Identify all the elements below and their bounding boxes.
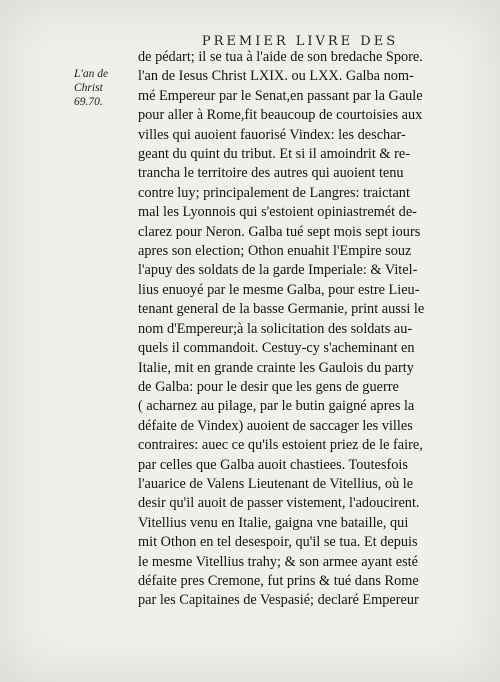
text-line: lius enuoyé par le mesme Galba, pour estre Lieu- bbox=[138, 281, 420, 298]
text-line: pour aller à Rome,fit beaucoup de courtoisies aux bbox=[138, 107, 423, 124]
text-line: défaite pres Cremone, fut prins & tué dans Rome bbox=[138, 572, 419, 589]
text-line: geant du quint du tribut. Et si il amoindrit & re- bbox=[138, 146, 410, 163]
text-line: tenant general de la basse Germanie, print aussi le bbox=[138, 301, 425, 318]
text-line: trancha le territoire des autres qui auoient tenu bbox=[138, 165, 404, 182]
text-line: apres son election; Othon enuahit l'Empire souz bbox=[138, 243, 412, 260]
text-line: Italie, mit en grande crainte les Gaulois du party bbox=[138, 359, 414, 376]
text-line: défaite de Vindex) auoient de saccager les villes bbox=[138, 417, 413, 434]
text-line: par les Capitaines de Vespasié; declaré Empereur bbox=[138, 592, 419, 609]
text-line: par celles que Galba auoit chastiees. Toutesfois bbox=[138, 456, 408, 473]
text-line: mé Empereur par le Senat,en passant par la Gaule bbox=[138, 87, 423, 104]
text-line: villes qui auoient fauorisé Vindex: les deschar- bbox=[138, 126, 406, 143]
text-line: Vitellius venu en Italie, gaigna vne bataille, qui bbox=[138, 514, 409, 531]
text-line: l'apuy des soldats de la garde Imperiale: & Vitel- bbox=[138, 262, 418, 279]
text-line: mal les Lyonnois qui s'estoient opiniastremét de- bbox=[138, 204, 417, 221]
margin-note bbox=[74, 67, 134, 109]
text-line: de Galba: pour le desir que les gens de guerre bbox=[138, 378, 399, 395]
text-line: de pédart; il se tua à l'aide de son bredache Spore. bbox=[138, 49, 423, 65]
text-line: desir qu'il auoit de passer vistement, l'adoucirent. bbox=[138, 495, 420, 512]
text-line: l'auarice de Valens Lieutenant de Vitellius, où le bbox=[138, 475, 414, 492]
margin-note-line: Christ bbox=[74, 82, 103, 94]
text-line: ( acharnez au pilage, par le butin gaigné apres la bbox=[138, 398, 415, 415]
margin-note-line: 69.70. bbox=[74, 96, 103, 108]
text-line: l'an de Iesus Christ LXIX. ou LXX. Galba nom- bbox=[138, 68, 414, 85]
text-line: le mesme Vitellius trahy; & son armee ayant esté bbox=[138, 553, 418, 570]
text-line: contraires: auec ce qu'ils estoient priez de le faire, bbox=[138, 437, 423, 454]
text-line: mit Othon en tel desespoir, qu'il se tua. Et depuis bbox=[138, 534, 418, 551]
body-text bbox=[138, 48, 470, 611]
margin-note-line: L'an de bbox=[74, 68, 109, 80]
running-header: PREMIER LIVRE DES bbox=[201, 34, 399, 49]
text-line: quels il commandoit. Cestuy-cy s'acheminant en bbox=[138, 340, 415, 357]
text-line: nom d'Empereur;à la solicitation des soldats au- bbox=[138, 320, 413, 337]
text-line: clarez pour Neron. Galba tué sept mois sept iours bbox=[138, 223, 421, 240]
text-line: contre luy; principalement de Langres: traictant bbox=[138, 184, 410, 201]
